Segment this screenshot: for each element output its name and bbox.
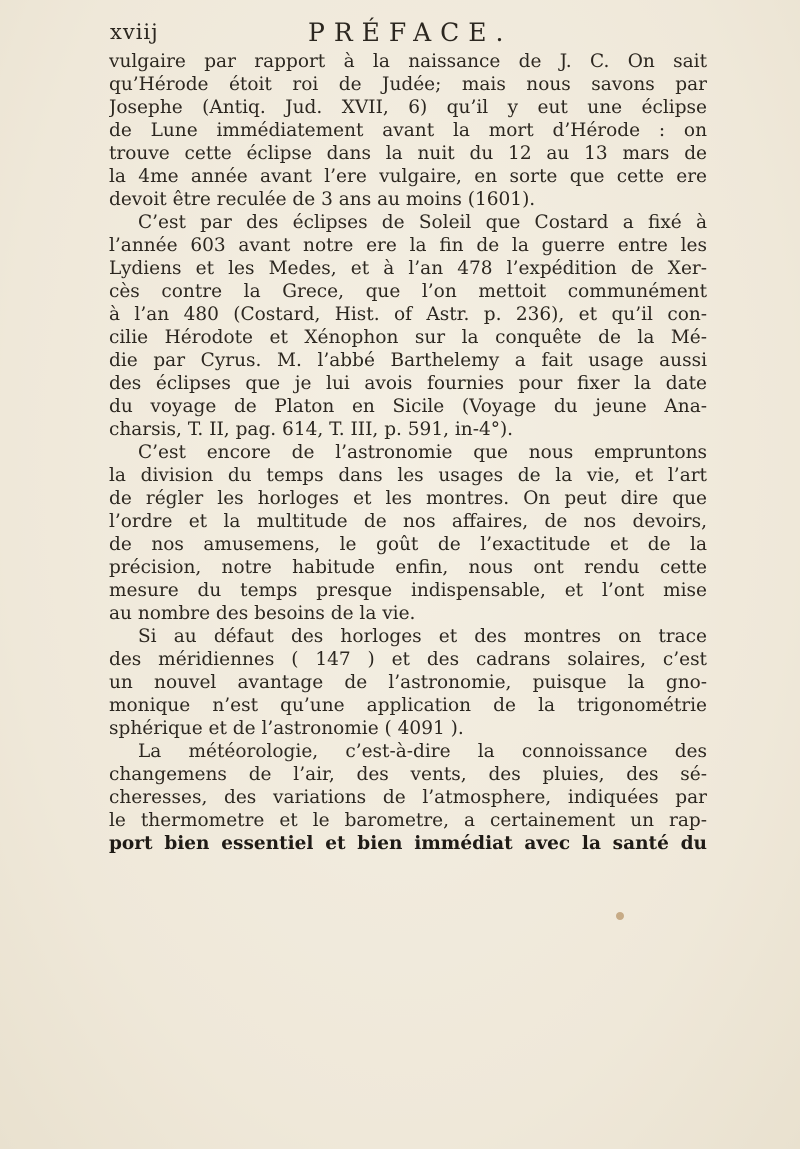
text-line: Lydiens et les Medes, et à l’an 478 l’expédition de Xer- [109,258,707,279]
text-line: des éclipses que je lui avois fournies pour fixer la date [109,373,707,394]
text-line: des méridiennes ( 147 ) et des cadrans solaires, c’est [109,649,707,670]
body-text [109,50,707,855]
text-line: la 4me année avant l’ere vulgaire, en sorte que cette ere [109,166,707,187]
paragraph-start-line: Si au défaut des horloges et des montres on trace [138,626,707,647]
text-line: changemens de l’air, des vents, des pluies, des sé- [109,764,707,785]
running-title: PRÉFACE. [308,18,513,47]
text-line: précision, notre habitude enfin, nous ont rendu cette [109,557,707,578]
text-line: vulgaire par rapport à la naissance de J. C. On sait [109,51,707,72]
text-line: port bien essentiel et bien immédiat avec la santé du [109,833,707,854]
text-line: devoit être reculée de 3 ans au moins (1601). [109,189,536,210]
text-line: l’ordre et la multitude de nos affaires, de nos devoirs, [109,511,707,532]
text-line: du voyage de Platon en Sicile (Voyage du jeune Ana- [109,396,707,417]
text-line: un nouvel avantage de l’astronomie, puisque la gno- [109,672,707,693]
text-line: cilie Hérodote et Xénophon sur la conquête de la Mé- [109,327,707,348]
text-line: cheresses, des variations de l’atmosphere, indiquées par [109,787,707,808]
text-line: mesure du temps presque indispensable, et l’ont mise [109,580,707,601]
paragraph-start-line: La météorologie, c’est-à-dire la connoissance des [138,741,707,762]
text-line: cès contre la Grece, que l’on mettoit communément [109,281,707,302]
page-number: xviij [110,20,159,44]
text-line: monique n’est qu’une application de la trigonométrie [109,695,707,716]
text-line: charsis, T. II, pag. 614, T. III, p. 591, in-4°). [109,419,514,440]
text-line: trouve cette éclipse dans la nuit du 12 au 13 mars de [109,143,707,164]
ink-spot [616,912,624,920]
text-line: l’année 603 avant notre ere la fin de la guerre entre les [109,235,707,256]
page-header [96,20,696,52]
text-line: de Lune immédiatement avant la mort d’Hérode : on [109,120,707,141]
text-line: qu’Hérode étoit roi de Judée; mais nous savons par [109,74,707,95]
text-line: de régler les horloges et les montres. On peut dire que [109,488,707,509]
text-line: de nos amusemens, le goût de l’exactitude et de la [109,534,707,555]
text-line: die par Cyrus. M. l’abbé Barthelemy a fait usage aussi [109,350,707,371]
paragraph-start-line: C’est par des éclipses de Soleil que Costard a fixé à [138,212,707,233]
text-line: au nombre des besoins de la vie. [109,603,416,624]
text-line: Josephe (Antiq. Jud. XVII, 6) qu’il y eut une éclipse [109,97,707,118]
text-line: la division du temps dans les usages de la vie, et l’art [109,465,707,486]
text-line: sphérique et de l’astronomie ( 4091 ). [109,718,464,739]
text-line: à l’an 480 (Costard, Hist. of Astr. p. 236), et qu’il con- [109,304,707,325]
text-line: le thermometre et le barometre, a certainement un rap- [109,810,707,831]
paragraph-start-line: C’est encore de l’astronomie que nous empruntons [138,442,707,463]
